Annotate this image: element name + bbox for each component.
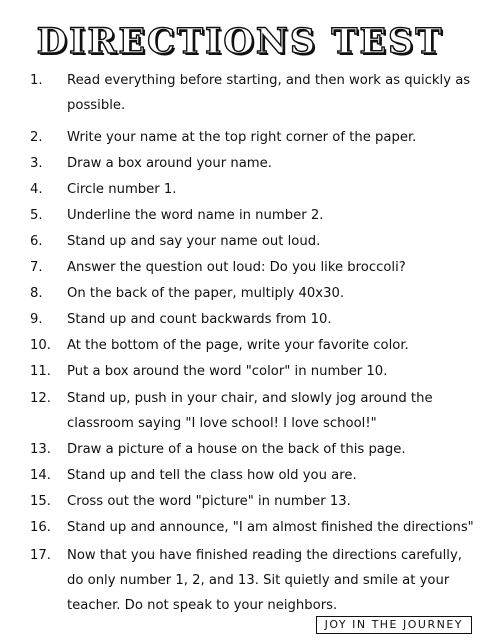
direction-text-line: Stand up, push in your chair, and slowly jog around the — [67, 391, 433, 406]
direction-text-line: Put a box around the word "color" in number 10. — [67, 364, 388, 379]
direction-number: 13. — [30, 442, 51, 457]
direction-number: 9. — [30, 312, 43, 327]
direction-text-line: At the bottom of the page, write your favorite color. — [67, 338, 409, 353]
page-title: DIRECTIONS TEST — [36, 21, 444, 62]
direction-text — [67, 203, 477, 228]
direction-text-line: Stand up and say your name out loud. — [67, 234, 321, 249]
direction-text-line: Now that you have finished reading the directions carefully, — [67, 548, 462, 563]
direction-text-line: Cross out the word "picture" in number 13. — [67, 494, 351, 509]
direction-text-line: Answer the question out loud: Do you like broccoli? — [67, 260, 406, 275]
direction-text — [67, 463, 477, 488]
direction-number: 1. — [30, 73, 43, 88]
direction-number: 15. — [30, 494, 51, 509]
direction-text — [67, 489, 477, 514]
direction-text — [67, 177, 477, 202]
direction-text-line: Stand up and announce, "I am almost finished the directions" — [67, 520, 474, 535]
direction-text-line: teacher. Do not speak to your neighbors. — [67, 598, 338, 613]
direction-number: 12. — [30, 391, 51, 406]
direction-text — [67, 515, 477, 540]
direction-text — [67, 307, 477, 332]
direction-number: 14. — [30, 468, 51, 483]
direction-number: 10. — [30, 338, 51, 353]
footer-credit: JOY IN THE JOURNEY — [316, 616, 472, 634]
direction-text-line: Draw a box around your name. — [67, 156, 272, 171]
direction-number: 11. — [30, 364, 51, 379]
direction-number: 2. — [30, 130, 43, 145]
direction-text — [67, 333, 477, 358]
direction-text-line: Write your name at the top right corner of the paper. — [67, 130, 417, 145]
direction-text — [67, 359, 477, 384]
direction-text — [67, 281, 477, 306]
direction-number: 17. — [30, 548, 51, 563]
direction-text — [67, 386, 477, 436]
direction-text — [67, 68, 477, 118]
direction-number: 4. — [30, 182, 43, 197]
direction-text-line: possible. — [67, 98, 126, 113]
direction-text-line: Read everything before starting, and then work as quickly as — [67, 73, 471, 88]
direction-text-line: Underline the word name in number 2. — [67, 208, 324, 223]
direction-text — [67, 255, 477, 280]
direction-text-line: Stand up and tell the class how old you are. — [67, 468, 357, 483]
direction-text-line: Circle number 1. — [67, 182, 177, 197]
direction-number: 7. — [30, 260, 43, 275]
direction-text — [67, 437, 477, 462]
direction-text-line: On the back of the paper, multiply 40x30. — [67, 286, 345, 301]
direction-text — [67, 125, 477, 150]
direction-number: 16. — [30, 520, 51, 535]
direction-text-line: classroom saying "I love school! I love school!" — [67, 416, 377, 431]
direction-text — [67, 151, 477, 176]
direction-text-line: Stand up and count backwards from 10. — [67, 312, 332, 327]
direction-text — [67, 229, 477, 254]
direction-number: 5. — [30, 208, 43, 223]
direction-number: 6. — [30, 234, 43, 249]
direction-text — [67, 543, 477, 618]
direction-number: 3. — [30, 156, 43, 171]
direction-text-line: Draw a picture of a house on the back of this page. — [67, 442, 406, 457]
direction-text-line: do only number 1, 2, and 13. Sit quietly and smile at your — [67, 573, 450, 588]
direction-number: 8. — [30, 286, 43, 301]
